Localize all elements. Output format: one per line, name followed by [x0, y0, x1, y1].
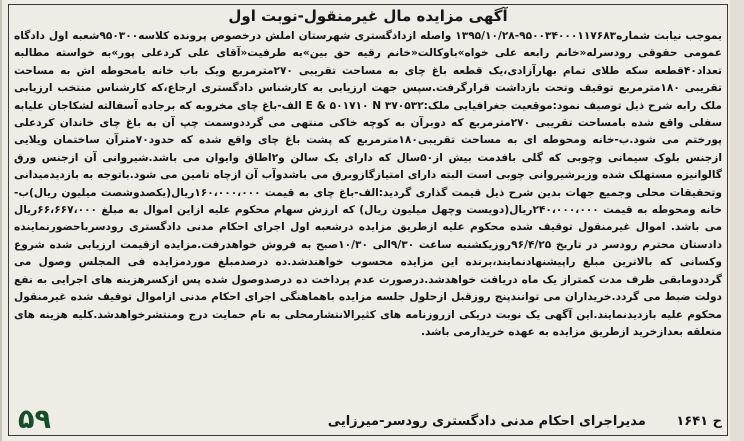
notice-signature: مدیراجرای احکام مدنی دادگستری رودسر-میرزایی — [327, 414, 646, 429]
page-number: ۵۹ — [18, 404, 51, 435]
notice-footer — [122, 412, 722, 432]
notice-title: آگهی مزایده مال غیرمنقول-نوبت اول — [228, 7, 508, 25]
notice-code: ح ۱۶۴۱ — [676, 414, 722, 429]
notice-body: بموجب نیابت شماره۹۵۰۰۳۴۰۰۰۱۱۷۶۸۳-۱۳۹۵/۱۰/۲۸ واصله ازدادگستری شهرستان املش درخصوص پرونده کلاسه۹۵۰۳۰۰شعبه اول دادگاه عمومی حقوقی رودسرله«خانم رابعه علی خواه»باوکالت«خانم رقیه حق بین»به طرفیت«آقای علی کردعلی پور»به خواسته مطالبه تعداد۴۰قطعه سکه طلای تمام بهارآزادی،یک قطعه باغ چای به مساحت تقریبی ۲۷۰مترمربع ویک باب خانه بامحوطه اش به مساحت تقریبی ۱۸۰مترمربع توقیف وتحت بازداشت قرارگرفت.سپس جهت ارزیابی به کارشناس دادگستری ارجاع،که کارشناس منتخب ارزیابی ملک رابه شرح ذیل توصیف نمود:موقعیت جغرافیایی ملک:۳۷۰۵۳۲ E & ۵۰۱۷۱۰ N الف-باغ چای مخروبه که برجاده آسفالته لشکاجان علیابه سفلی واقع شده بامساحت تقریبی ۲۷۰مترمربع که دوبرآن به کوچه خاکی منتهی می گرددوسمت چپ آن به باغ چای خاندان کردعلی پورختم می شود.ب-خانه ومحوطه ای به مساحت تقریبی۱۸۰مترمربع که پشت باغ چای واقع شده که حدود۷۰مترآن ساختمان ویلایی ازجنس بلوک سیمانی وچوبی که گلی بافدمت بیش از۵۰سال که دارای یک سالن و۲اطاق وایوان می باشد.شیروانی آن ازجنس ورق گالوانیزه مستهلک شده وزیرشیروانی چوبی است البته دارای امتیازگازوبرق می باشدوآب آن ازچاه تامین می شود.باتوجه به بازدیدمیدانی وتحقیقات محلی وجمیع جهات بدین شرح ذیل قیمت گذاری گردید:الف-باغ چای به قیمت ۱۶۰،۰۰۰،۰۰۰ریال(یکصدوشصت میلیون ریال)ب-خانه ومحوطه به قیمت ۲۴۰،۰۰۰،۰۰۰ریال(دویست وچهل میلیون ریال) که ارزش سهام محکوم علیه ازاین اموال به مبلغ ۶۶،۶۶۷،۰۰۰ریال می باشد. اموال غیرمنقول توقیف شده محکوم علیه ازطریق مزایده درشعبه اول اجرای احکام مدنی دادگستری رودسرباحضورنماینده دادستان محترم رودسر در تاریخ ۹۶/۴/۲۵روزیکشنبه ساعت ۹/۳۰الی ۱۰/۳۰صبح به فروش خواهدرفت.مزایده ازقیمت ارزیابی شده شروع وکسانی که بالاترین مبلغ راپیشنهادنمایند،برنده این مزایده محسوب خواهندشد.ده درصدمبلغ موردمزایده فی المجلس وصول می گرددومابقی ظرف مدت کمتراز یک ماه دریافت خواهدشد.درصورت عدم پرداخت ده درصدوصول شده پس ازکسرهزینه های اجرایی به نفع دولت ضبط می گردد.خریداران می توانندپنج روزقبل ازحلول جلسه مزایده باهماهنگی اجرای احکام مدنی ازاموال توقیف شده غیرمنقول محکوم علیه بازدیدنمایند.این آگهی یک نوبت دریکی ازروزنامه های کثیرالانتشارمحلی به نام حمایت درج ومنتشرخواهدشد.کلیه هزینه های متعلقه بعدازخرید ازطریق مزایده به عهده خریدارمی باشد. — [14, 30, 722, 338]
paper-edge — [730, 0, 744, 441]
